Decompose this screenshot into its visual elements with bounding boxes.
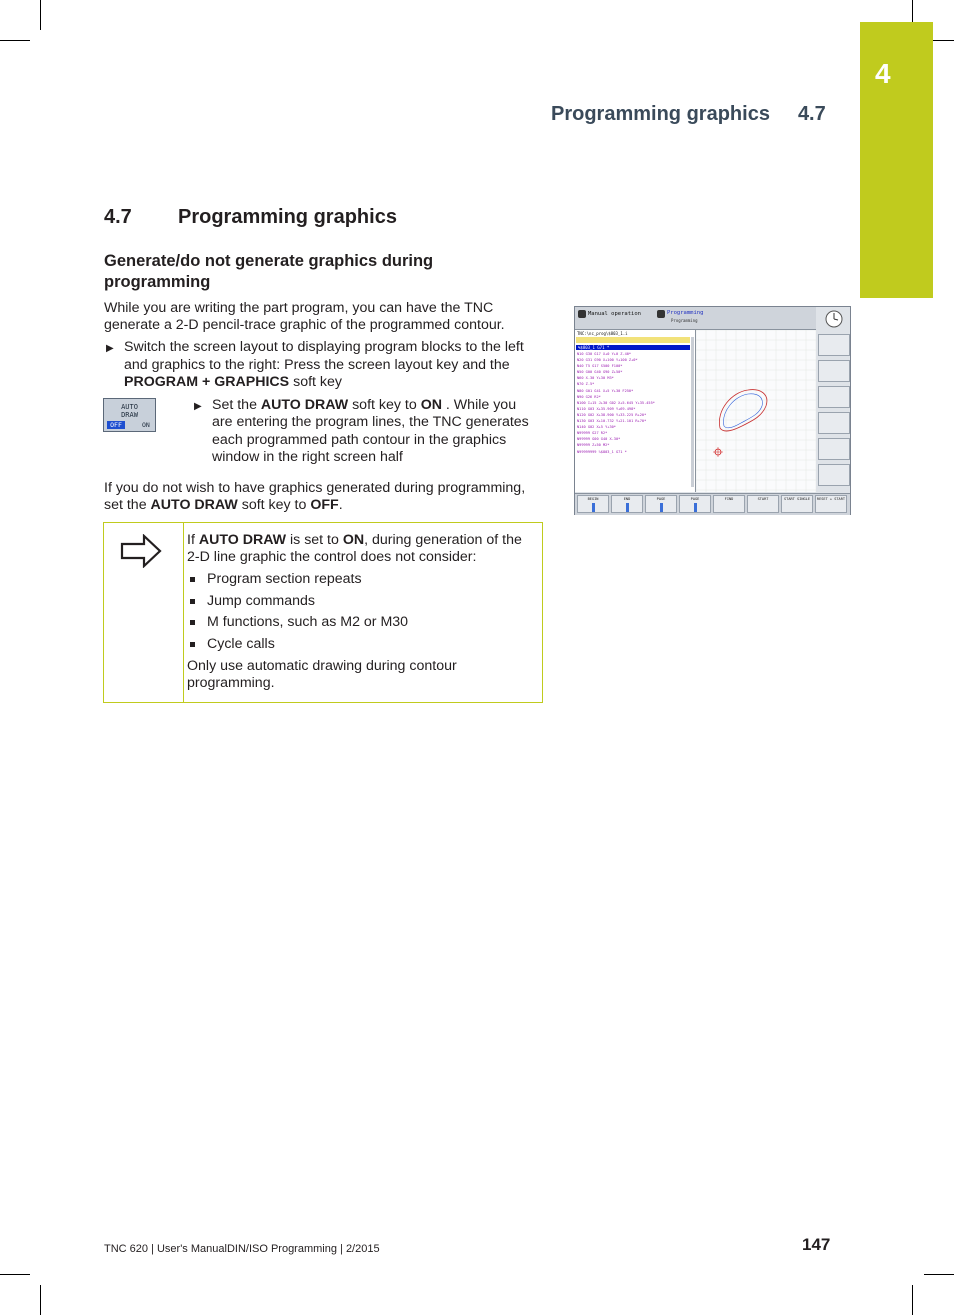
- bottom-softkey[interactable]: [713, 495, 745, 513]
- bottom-softkey[interactable]: [611, 495, 643, 513]
- program-line[interactable]: N110 G03 X+35.909 Y+69.498*: [577, 406, 636, 411]
- manual-operation-icon: [578, 310, 586, 318]
- step1-line: Switch the screen layout to displaying program blocks to the left: [124, 339, 524, 355]
- program-scrollbar[interactable]: [691, 337, 694, 487]
- crop-mark: [912, 1285, 913, 1315]
- crop-mark: [40, 1285, 41, 1315]
- step-arrow-icon: ▶: [194, 401, 202, 412]
- program-line[interactable]: N10 G30 G17 X+0 Y+0 Z-40*: [577, 352, 632, 356]
- vertical-softkey[interactable]: [818, 386, 850, 408]
- mode-programming-sub: Programming: [671, 318, 698, 323]
- bottom-softkey[interactable]: [781, 495, 813, 513]
- bottom-softkey[interactable]: [577, 495, 609, 513]
- section-number: 4.7: [104, 206, 132, 228]
- vertical-softkey[interactable]: [818, 360, 850, 382]
- note-closing: programming.: [187, 675, 275, 691]
- programming-icon: [657, 310, 665, 318]
- program-line[interactable]: N50 G00 G40 G90 Z+50*: [577, 370, 623, 375]
- bottom-softkey-label: RESET + START: [816, 497, 846, 501]
- para2-line: set the AUTO DRAW soft key to OFF.: [104, 497, 343, 513]
- program-header-bar: [576, 337, 690, 343]
- running-section: 4.7: [797, 103, 826, 125]
- note-arrow-icon: [120, 534, 162, 568]
- arrow-down-icon: [626, 503, 629, 512]
- softkey-on-state: ON: [142, 421, 150, 429]
- arrow-down-icon: [694, 503, 697, 512]
- note-list-item: Jump commands: [207, 593, 316, 609]
- intro-line: generate a 2-D pencil-trace graphic of the programmed contour.: [104, 317, 505, 333]
- running-head: [551, 103, 826, 126]
- note-divider: [183, 522, 184, 703]
- program-line[interactable]: N120 G02 X+38.900 Y+33.225 R+20*: [577, 412, 647, 417]
- step2-line: window in the right screen half: [212, 449, 403, 465]
- step-arrow-icon: ▶: [106, 343, 114, 354]
- tnc-screenshot: [574, 306, 851, 515]
- bottom-softkey[interactable]: [645, 495, 677, 513]
- footer-text: TNC 620 | User's ManualDIN/ISO Programming | 2/2015: [104, 1243, 380, 1255]
- crop-mark: [0, 40, 30, 41]
- softkey-label: AUTO: [121, 403, 138, 411]
- chapter-number: 4: [875, 58, 891, 89]
- program-line[interactable]: N99999 G27 R2*: [577, 431, 608, 436]
- auto-draw-softkey[interactable]: [103, 398, 156, 432]
- program-line[interactable]: N90 G26 R2*: [577, 394, 601, 399]
- arrow-up-icon: [592, 503, 595, 512]
- softkey-off-state: OFF: [107, 421, 125, 429]
- clock-icon: [824, 309, 844, 329]
- vertical-softkey[interactable]: [818, 334, 850, 356]
- para2-line: If you do not wish to have graphics generated during programming,: [104, 480, 526, 496]
- program-lines: [577, 351, 691, 455]
- graphics-panel: [696, 330, 816, 492]
- vertical-softkey[interactable]: [818, 438, 850, 460]
- program-line[interactable]: N140 G02 X+5 Y+30*: [577, 425, 616, 430]
- bottom-softkey-label: PAGE: [656, 497, 666, 501]
- program-line[interactable]: N99999 G00 G40 X-30*: [577, 437, 621, 442]
- bottom-softkey[interactable]: [815, 495, 847, 513]
- step1-line: and graphics to the right: Press the screen layout key and the: [124, 357, 510, 373]
- arrow-up-icon: [660, 503, 663, 512]
- bottom-softkey[interactable]: [679, 495, 711, 513]
- note-line: If AUTO DRAW is set to ON, during generation of the: [187, 532, 522, 548]
- mode-programming[interactable]: Programming: [667, 310, 704, 316]
- page-number: 147: [802, 1235, 831, 1254]
- bottom-softkey-label: START SINGLE: [784, 497, 810, 501]
- step2-line: Set the AUTO DRAW soft key to ON . While you: [212, 397, 517, 413]
- bullet-icon: [190, 620, 195, 625]
- bottom-softkey-label: FIND: [724, 497, 734, 501]
- program-line[interactable]: N70 Z-5*: [577, 382, 595, 387]
- section-title: Programming graphics: [178, 206, 397, 228]
- program-line[interactable]: N99999 Z+50 M2*: [577, 443, 610, 448]
- crop-mark: [40, 0, 41, 30]
- note-list-item: M functions, such as M2 or M30: [207, 614, 409, 630]
- bottom-softkey[interactable]: [747, 495, 779, 513]
- note-list-item: Cycle calls: [207, 636, 275, 652]
- bottom-softkey-label: START: [757, 497, 769, 501]
- program-line[interactable]: N60 X-30 Y+30 M3*: [577, 376, 614, 381]
- note-list-item: Program section repeats: [207, 571, 362, 587]
- step2-line: each programmed path contour in the graphics: [212, 432, 507, 448]
- crop-mark: [924, 1274, 954, 1275]
- bottom-softkey-label: END: [623, 497, 631, 501]
- mode-manual-operation[interactable]: Manual operation: [588, 311, 641, 317]
- program-graphics-key-name: PROGRAM + GRAPHICS: [124, 374, 290, 390]
- crop-mark: [0, 1274, 30, 1275]
- bottom-softkey-label: BEGIN: [587, 497, 599, 501]
- program-selected-line[interactable]: %$803_1 G71 *: [578, 345, 610, 350]
- section-heading: [104, 206, 397, 229]
- step1-line: PROGRAM + GRAPHICS soft key: [124, 374, 342, 390]
- program-path: TNC:\nc_prog\$803_1.i: [577, 331, 628, 336]
- program-line[interactable]: N99999999 %$803_1 G71 *: [577, 449, 627, 454]
- program-line[interactable]: N40 T5 G17 S500 F100*: [577, 364, 623, 369]
- vertical-softkey[interactable]: [818, 412, 850, 434]
- bullet-icon: [190, 577, 195, 582]
- chapter-tab: [860, 22, 933, 298]
- bullet-icon: [190, 642, 195, 647]
- subheading: Generate/do not generate graphics during programming: [104, 252, 434, 291]
- program-line[interactable]: N80 G01 G41 X+5 Y+30 F250*: [577, 388, 634, 393]
- vertical-softkey[interactable]: [818, 464, 850, 486]
- bullet-icon: [190, 599, 195, 604]
- program-line[interactable]: N130 G03 X+10.732 Y+21.101 R+70*: [577, 419, 647, 424]
- step2-line: are entering the program lines, the TNC generates: [212, 414, 529, 430]
- note-line: 2-D line graphic the control does not consider:: [187, 549, 477, 565]
- softkey-label: DRAW: [121, 411, 138, 419]
- bottom-softkey-label: PAGE: [690, 497, 700, 501]
- note-closing: Only use automatic drawing during contour: [187, 658, 457, 674]
- running-title: Programming graphics: [551, 103, 770, 125]
- program-line[interactable]: N100 I+15 J+30 G02 X+5.645 Y+35.455*: [577, 400, 655, 405]
- intro-line: While you are writing the part program, you can have the TNC: [104, 300, 494, 316]
- program-line[interactable]: N20 G31 G90 X+100 Y+100 Z+0*: [577, 358, 638, 363]
